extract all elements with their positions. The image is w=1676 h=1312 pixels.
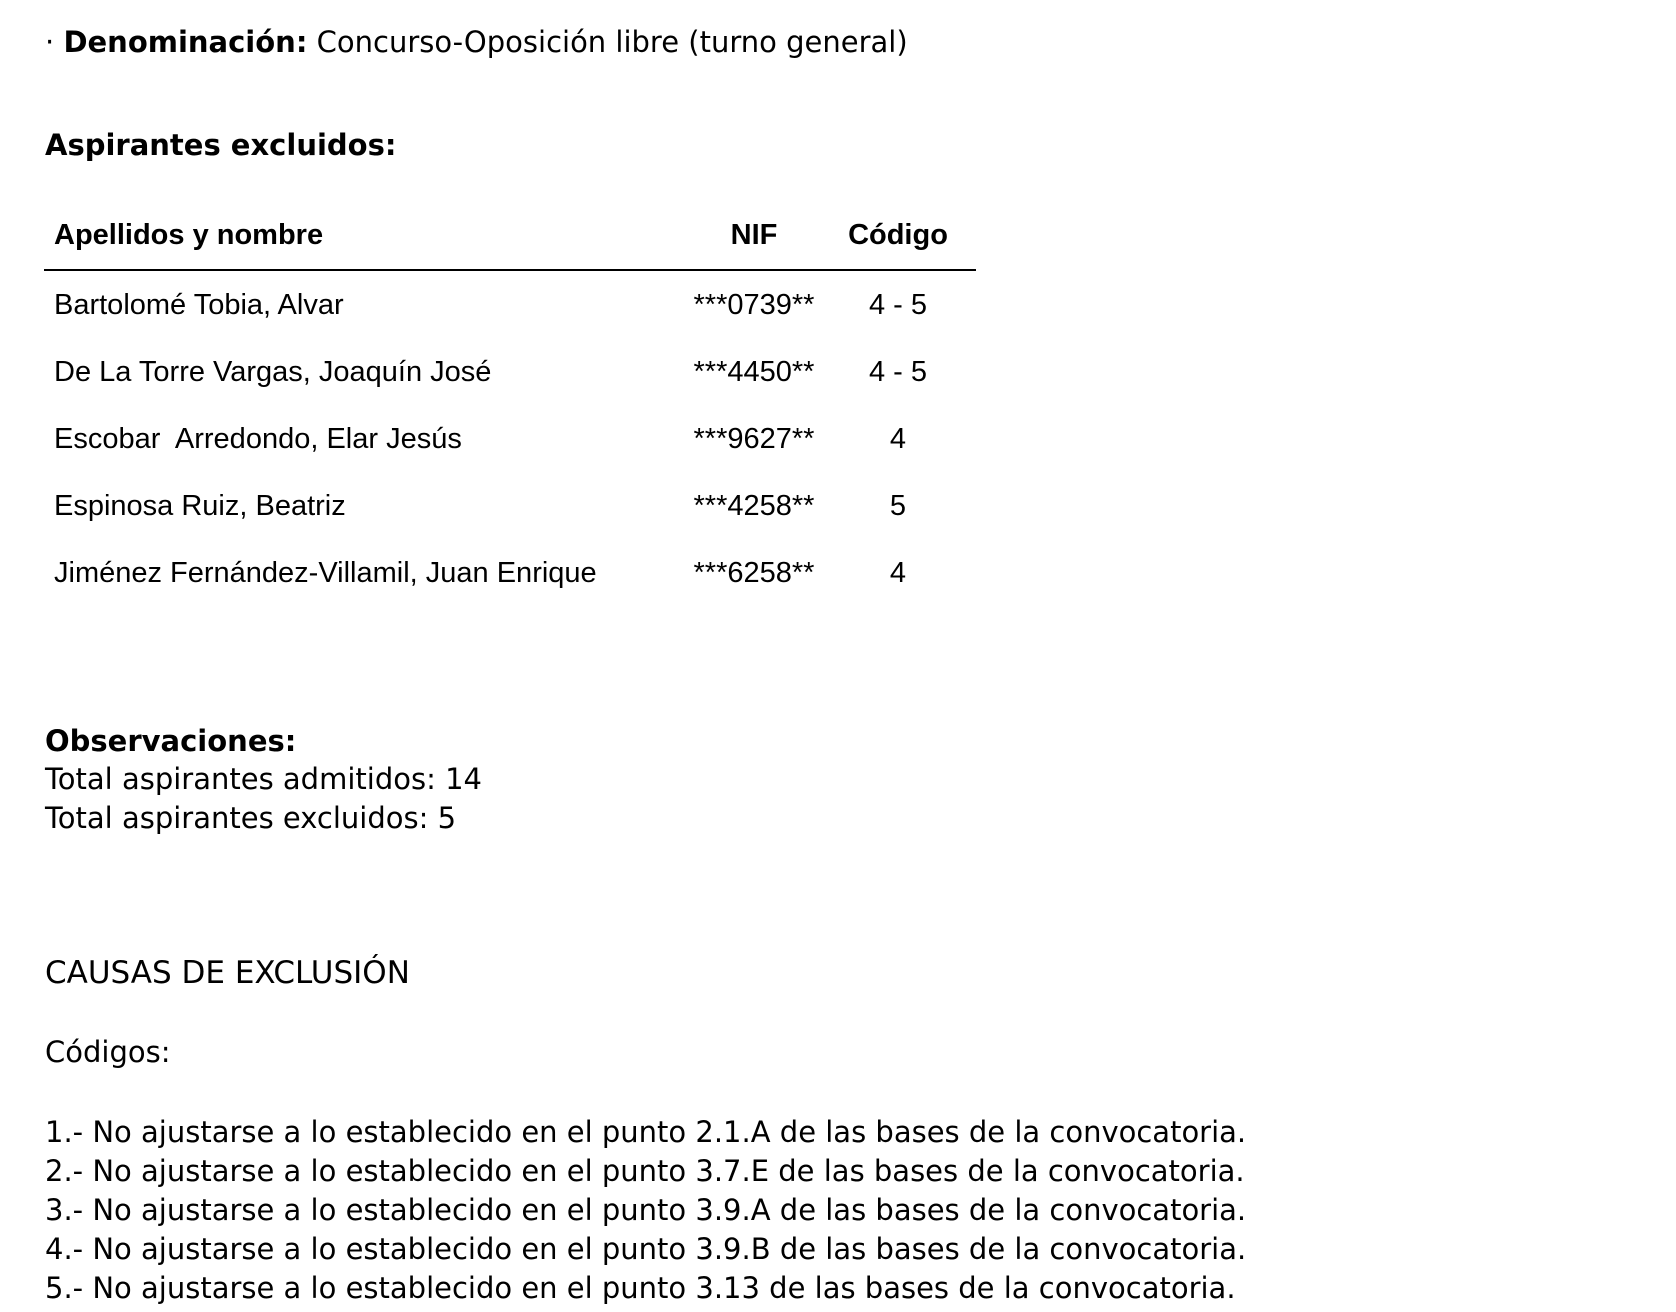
row-name: Jiménez Fernández-Villamil, Juan Enrique [54, 557, 597, 589]
table-row [44, 472, 976, 539]
table-row [44, 271, 976, 338]
total-excluidos: Total aspirantes excluidos: 5 [45, 801, 457, 835]
row-nif: ***6258** [693, 557, 815, 589]
denominacion-label: Denominación: [63, 25, 308, 59]
table-header [44, 215, 976, 271]
list-item: 5.- No ajustarse a lo establecido en el punto 3.13 de las bases de la convocatoria. [45, 1271, 1236, 1305]
observaciones-heading: Observaciones: [45, 724, 297, 758]
row-codigo: 4 [889, 423, 907, 455]
list-item: 3.- No ajustarse a lo establecido en el punto 3.9.A de las bases de la convocatoria. [45, 1193, 1247, 1227]
excluidos-heading: Aspirantes excluidos: [45, 128, 397, 162]
bullet: · [45, 25, 55, 59]
denominacion-value: Concurso-Oposición libre (turno general) [316, 25, 908, 59]
table-row [44, 338, 976, 405]
row-codigo: 5 [889, 490, 907, 522]
row-nif: ***4450** [693, 356, 815, 388]
header-name: Apellidos y nombre [54, 219, 324, 251]
causas-heading: CAUSAS DE EXCLUSIÓN [45, 955, 410, 991]
row-name: Bartolomé Tobia, Alvar [54, 289, 344, 321]
row-name: Escobar Arredondo, Elar Jesús [54, 423, 462, 455]
row-codigo: 4 - 5 [868, 289, 928, 321]
row-nif: ***0739** [693, 289, 815, 321]
denominacion-line [45, 24, 908, 60]
row-name: De La Torre Vargas, Joaquín José [54, 356, 492, 388]
list-item: 4.- No ajustarse a lo establecido en el punto 3.9.B de las bases de la convocatoria. [45, 1232, 1247, 1266]
row-codigo: 4 [889, 557, 907, 589]
total-admitidos: Total aspirantes admitidos: 14 [45, 762, 482, 796]
header-codigo: Código [848, 219, 948, 251]
list-item: 2.- No ajustarse a lo establecido en el punto 3.7.E de las bases de la convocatoria. [45, 1154, 1245, 1188]
codigos-label: Códigos: [45, 1035, 171, 1069]
row-nif: ***4258** [693, 490, 815, 522]
header-nif: NIF [730, 219, 778, 251]
exclusion-codes-list [45, 1113, 1246, 1308]
table-row [44, 405, 976, 472]
table-row [44, 539, 976, 606]
list-item: 1.- No ajustarse a lo establecido en el punto 2.1.A de las bases de la convocatoria. [45, 1115, 1247, 1149]
row-codigo: 4 - 5 [868, 356, 928, 388]
row-name: Espinosa Ruiz, Beatriz [54, 490, 346, 522]
row-nif: ***9627** [693, 423, 815, 455]
excluidos-table [44, 215, 976, 606]
